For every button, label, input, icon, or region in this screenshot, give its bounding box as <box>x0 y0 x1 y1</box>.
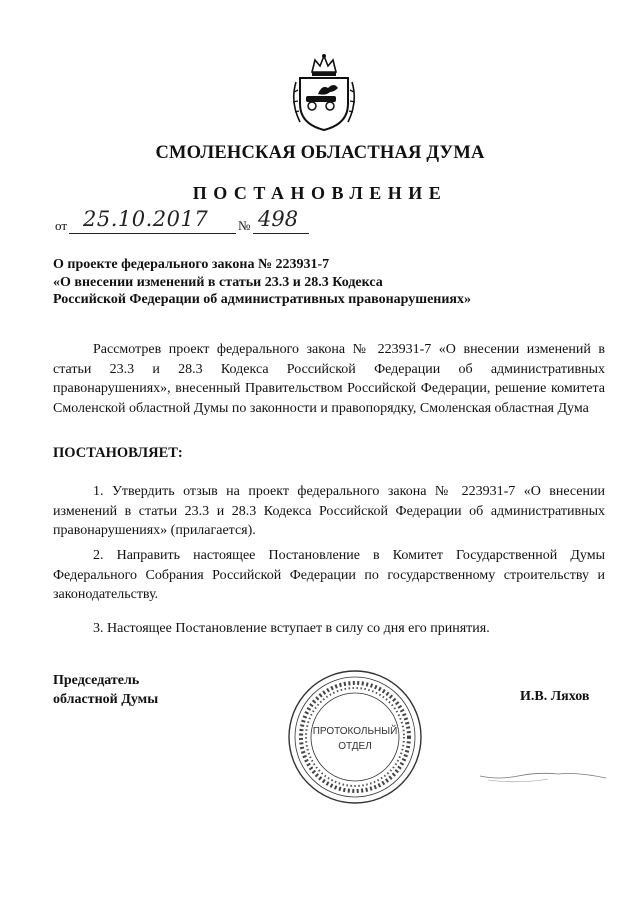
number-label: № <box>238 218 251 233</box>
considering-paragraph: Рассмотрев проект федерального закона № 223931-7 «О внесении изменений в статьи 23.3 и 28.3 Кодекса Российской Федерации об административных правонарушениях», внесенный Правительством Российской Федерации, решение комитета Смоленской областной Думы по законности и правопорядку, Смоленская областная Дума <box>53 342 605 416</box>
handwritten-signature <box>478 762 608 786</box>
signatory-title <box>53 671 158 709</box>
stamp-center-line: ПРОТОКОЛЬНЫЙ <box>312 726 398 737</box>
document-type-title: ПОСТАНОВЛЕНИЕ <box>192 183 448 203</box>
signatory-name: И.В. Ляхов <box>520 689 590 704</box>
signatory-title-line: областной Думы <box>53 692 159 707</box>
organization-title: СМОЛЕНСКАЯ ОБЛАСТНАЯ ДУМА <box>155 143 485 163</box>
official-stamp <box>286 668 424 806</box>
subject-line: «О внесении изменений в статьи 23.3 и 28.3 Кодекса <box>53 274 383 290</box>
resolution-item-3: 3. Настоящее Постановление вступает в силу со дня его принятия. <box>93 621 490 636</box>
number-underline <box>253 233 309 234</box>
resolution-item-2: 2. Направить настоящее Постановление в Комитет Государственной Думы Федерального Собрания Российской Федерации по государственному строительству и законодательству. <box>53 548 605 602</box>
stamp-center-line: ОТДЕЛ <box>338 741 372 752</box>
signatory-title-line: Председатель <box>53 673 140 688</box>
document-date: 25.10.2017 <box>83 207 209 231</box>
document-subject <box>53 256 573 309</box>
subject-line: О проекте федерального закона № 223931-7 <box>53 257 330 272</box>
coat-of-arms-emblem <box>290 52 358 132</box>
subject-line: Российской Федерации об административных правонарушениях» <box>53 292 471 307</box>
from-label: от <box>55 218 68 233</box>
date-underline <box>69 233 236 234</box>
document-number: 498 <box>258 207 299 231</box>
date-number-line <box>53 207 313 237</box>
resolution-item-1: 1. Утвердить отзыв на проект федерального закона № 223931-7 «О внесении изменений в статьи 23.3 и 28.3 Кодекса Российской Федерации об административных правонарушениях» (прилагается). <box>53 484 605 538</box>
resolves-heading: ПОСТАНОВЛЯЕТ: <box>53 445 183 461</box>
